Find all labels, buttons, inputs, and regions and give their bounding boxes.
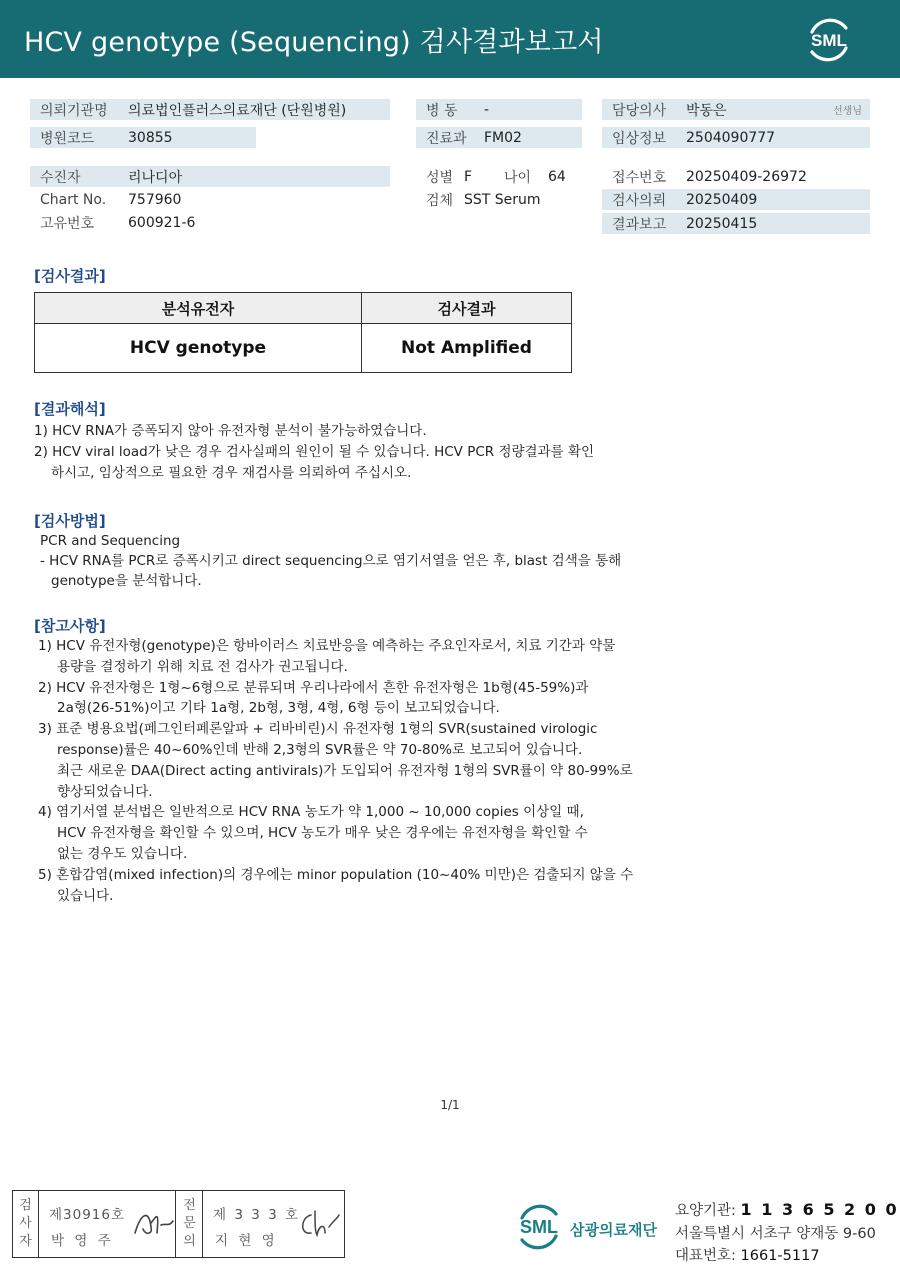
clinical-info-value: 2504090777: [686, 129, 776, 146]
doctor-label: 담당의사: [612, 102, 667, 119]
footer-phone: [675, 1244, 820, 1265]
doctor-value: 박동은: [686, 102, 727, 119]
specialist-name: 지 현 영: [215, 1233, 278, 1249]
report-header: [0, 0, 900, 78]
chart-no-value: 757960: [128, 191, 182, 208]
footer-logo-text: SML: [520, 1217, 558, 1237]
reference-line: 향상되었습니다.: [57, 784, 153, 800]
method-section-title: [검사방법]: [34, 512, 106, 530]
signature-box: [12, 1190, 345, 1258]
clinical-info-label: 임상정보: [612, 130, 667, 147]
reference-line: 없는 경우도 있습니다.: [57, 846, 188, 862]
reference-line: 1) HCV 유전자형(genotype)은 항바이러스 치료반응을 예측하는 주요인자로서, 치료 기간과 약물: [38, 638, 616, 654]
result-col-gene-header: 분석유전자: [35, 293, 362, 324]
reference-line: 2) HCV 유전자형은 1형~6형으로 분류되며 우리나라에서 흔한 유전자형은 1b형(45-59%)과: [38, 680, 589, 696]
reference-section-title: [참고사항]: [34, 617, 106, 635]
requester-label: 의뢰기관명: [40, 102, 108, 119]
page-number: 1/1: [440, 1098, 460, 1112]
reference-line: 2a형(26-51%)이고 기타 1a형, 2b형, 3형, 4형, 6형 등이 보고되었습니다.: [57, 700, 500, 716]
specialist-label-text: 전 문 의: [183, 1198, 196, 1249]
patient-label: 수진자: [40, 169, 81, 186]
requester-value: 의료법인플러스의료재단 (단원병원): [128, 102, 347, 119]
reference-line: 3) 표준 병용요법(페그인터페론알파 + 리바비린)시 유전자형 1형의 SVR(sustained virologic: [38, 721, 598, 737]
unique-no-row: [30, 212, 390, 233]
sml-logo-icon: [802, 14, 856, 64]
doctor-row: [602, 99, 870, 120]
sex-age-row: [416, 166, 586, 187]
footer-care-no: [675, 1199, 899, 1220]
patient-value: 리나디아: [128, 169, 183, 186]
footer-sml-logo-icon: [510, 1200, 568, 1256]
method-line: genotype을 분석합니다.: [51, 573, 202, 589]
specialist-label: [177, 1191, 203, 1257]
department-value: FM02: [484, 129, 522, 146]
footer-care-label: 요양기관:: [675, 1203, 741, 1219]
reference-line: 5) 혼합감염(mixed infection)의 경우에는 minor population (10~40% 미만)은 검출되지 않을 수: [38, 867, 634, 883]
inspector-label: [13, 1191, 39, 1257]
reference-line: 최근 새로운 DAA(Direct acting antivirals)가 도입되어 유전자형 1형의 SVR률이 약 80-99%로: [57, 763, 633, 779]
ward-row: [416, 99, 582, 120]
specialist-signature-icon: [295, 1207, 341, 1241]
request-date-label: 검사의뢰: [612, 192, 667, 209]
interpretation-line: 1) HCV RNA가 증폭되지 않아 유전자형 분석이 불가능하였습니다.: [34, 423, 427, 439]
receipt-no-row: [602, 166, 870, 187]
hospital-code-value: 30855: [128, 129, 173, 146]
result-section-title: [검사결과]: [34, 267, 106, 285]
receipt-no-value: 20250409-26972: [686, 168, 807, 185]
interpretation-section-title: [결과해석]: [34, 400, 106, 418]
report-date-row: [602, 213, 870, 234]
report-date-value: 20250415: [686, 215, 758, 232]
interpretation-line: 2) HCV viral load가 낮은 경우 검사실패의 원인이 될 수 있습니다. HCV PCR 정량결과를 확인: [34, 444, 595, 460]
specimen-label: 검체: [426, 192, 454, 209]
clinical-info-row: [602, 127, 870, 148]
reference-line: 4) 염기서열 분석법은 일반적으로 HCV RNA 농도가 약 1,000 ~ 10,000 copies 이상일 때,: [38, 804, 584, 820]
inspector-signature-icon: [131, 1205, 175, 1241]
patient-row: [30, 166, 390, 187]
receipt-no-label: 접수번호: [612, 169, 667, 186]
result-value-cell: Not Amplified: [362, 324, 572, 373]
footer-care-value: 1 1 3 6 5 2 0 0: [740, 1200, 899, 1219]
hospital-code-label: 병원코드: [40, 130, 95, 147]
ward-label: 병 동: [426, 102, 458, 119]
reference-line: 용량을 결정하기 위해 치료 전 검사가 권고됩니다.: [57, 659, 348, 675]
hospital-code-row: [30, 127, 256, 148]
age-label: 나이: [504, 169, 532, 186]
reference-line: HCV 유전자형을 확인할 수 있으며, HCV 농도가 매우 낮은 경우에는 유전자형을 확인할 수: [57, 825, 588, 841]
chart-no-label: Chart No.: [40, 191, 107, 208]
method-line: - HCV RNA를 PCR로 증폭시키고 direct sequencing으로 염기서열을 얻은 후, blast 검색을 통해: [40, 553, 622, 569]
ward-value: -: [484, 101, 490, 118]
result-col-result-header: 검사결과: [362, 293, 572, 324]
sex-label: 성별: [426, 169, 454, 186]
footer-phone-label: 대표번호:: [675, 1248, 741, 1264]
doctor-suffix: 선생님: [833, 106, 862, 117]
sex-value: F: [464, 168, 473, 185]
result-gene-cell: HCV genotype: [35, 324, 362, 373]
department-label: 진료과: [426, 130, 467, 147]
reference-line: response)률은 40~60%인데 반해 2,3형의 SVR률은 약 70-80%로 보고되어 있습니다.: [57, 742, 583, 758]
specimen-row: [416, 189, 586, 210]
footer-address: 서울특별시 서초구 양재동 9-60: [675, 1226, 876, 1242]
report-title: HCV genotype (Sequencing) 검사결과보고서: [24, 27, 604, 58]
unique-no-label: 고유번호: [40, 215, 95, 232]
inspector-label-text: 검 사 자: [19, 1198, 32, 1249]
request-date-value: 20250409: [686, 191, 758, 208]
method-line: PCR and Sequencing: [40, 533, 181, 549]
department-row: [416, 127, 582, 148]
interpretation-line: 하시고, 임상적으로 필요한 경우 재검사를 의뢰하여 주십시오.: [51, 465, 412, 481]
specimen-value: SST Serum: [464, 191, 541, 208]
request-date-row: [602, 189, 870, 210]
requester-row: [30, 99, 390, 120]
footer-phone-value: 1661-5117: [740, 1248, 820, 1264]
signature-divider: [175, 1191, 176, 1257]
reference-line: 있습니다.: [57, 888, 114, 904]
inspector-name: 박 영 주: [51, 1233, 114, 1249]
age-value: 64: [548, 168, 566, 185]
report-date-label: 결과보고: [612, 216, 667, 233]
unique-no-value: 600921-6: [128, 214, 196, 231]
chart-no-row: [30, 189, 390, 210]
header-logo-text: SML: [811, 31, 847, 50]
result-table: [34, 292, 572, 373]
specialist-license: 제 3 3 3 호: [213, 1207, 301, 1223]
inspector-license: 제30916호: [49, 1207, 126, 1223]
footer-org-name: 삼광의료재단: [570, 1221, 657, 1239]
